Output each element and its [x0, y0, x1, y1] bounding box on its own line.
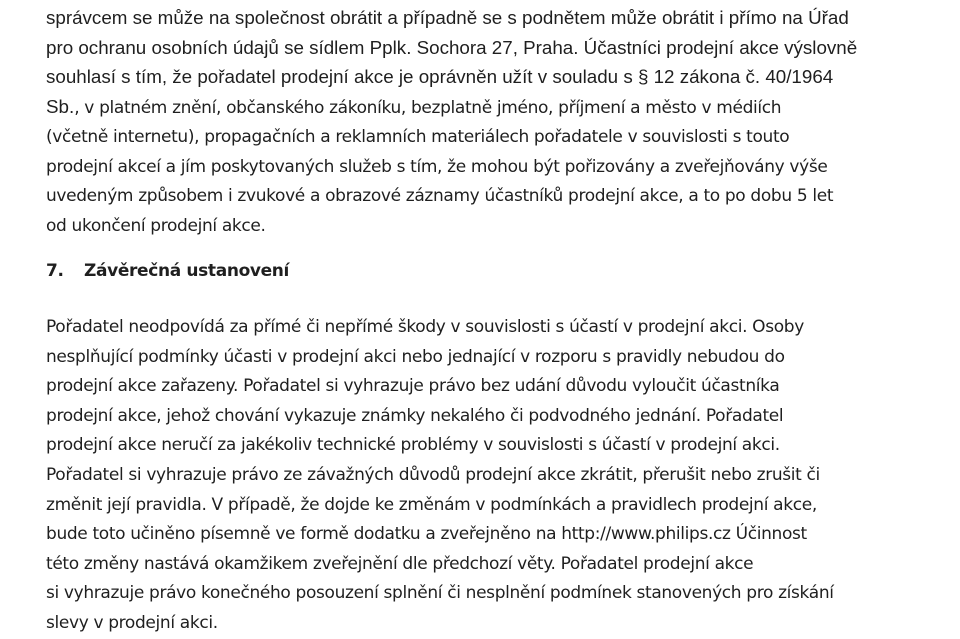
- paragraph-final-provisions: [46, 313, 960, 639]
- paragraph-data-consent: [46, 3, 960, 241]
- paragraph-line-mixed: [46, 92, 960, 124]
- paragraph-line: této změny nastává okamžikem zveřejnění dle předchozí věty. Pořadatel prodejní akce: [46, 553, 754, 574]
- paragraph-line: prodejní akce, jehož chování vykazuje známky nekalého či podvodného jednání. Pořadatel: [46, 405, 784, 426]
- section-heading: [46, 257, 289, 287]
- paragraph-line: prodejní akceí a jím poskytovaných služeb s tím, že mohou být pořizovány a zveřejňovány výše: [46, 156, 828, 177]
- paragraph-line: (včetně internetu), propagačních a reklamních materiálech pořadatele v souvislosti s touto: [46, 127, 790, 147]
- paragraph-line: bude toto učiněno písemně ve formě dodatku a zveřejněno na http://www.philips.cz Účinnost: [46, 524, 807, 545]
- section-number: 7.: [46, 261, 64, 281]
- paragraph-line: nesplňující podmínky účasti v prodejní akci nebo jednající v rozporu s pravidly nebudou do: [46, 346, 785, 367]
- paragraph-line: slevy v prodejní akci.: [46, 612, 218, 633]
- paragraph-line: správcem se může na společnost obrátit a případně se s podnětem může obrátit i přímo na Úřad: [46, 7, 849, 28]
- paragraph-line: Pořadatel si vyhrazuje právo ze závažných důvodů prodejní akce zkrátit, přerušit nebo zrušit či: [46, 464, 820, 485]
- paragraph-line: od ukončení prodejní akce.: [46, 215, 266, 236]
- paragraph-line-rest: , v platném znění, občanského zákoníku, bezplatně jméno, příjmení a město v médiích: [74, 97, 782, 118]
- paragraph-line: uvedeným způsobem i zvukové a obrazové záznamy účastníků prodejní akce, a to po dobu 5 let: [46, 186, 834, 206]
- paragraph-line: prodejní akce zařazeny. Pořadatel si vyhrazuje právo bez udání důvodu vyloučit účastníka: [46, 376, 780, 397]
- paragraph-line-start: Sb.: [46, 95, 75, 117]
- paragraph-line: souhlasí s tím, že pořadatel prodejní akce je oprávněn užít v souladu s § 12 zákona č. 40/1964: [46, 66, 834, 87]
- paragraph-line: změnit její pravidla. V případě, že dojde ke změnám v podmínkách a pravidlech prodejní akce,: [46, 494, 817, 515]
- paragraph-line: prodejní akce neručí za jakékoliv technické problémy v souvislosti s účastí v prodejní akci.: [46, 435, 780, 456]
- paragraph-line: Pořadatel neodpovídá za přímé či nepřímé škody v souvislosti s účastí v prodejní akci. Osoby: [46, 317, 804, 337]
- section-title: Závěrečná ustanovení: [84, 261, 290, 281]
- paragraph-line: pro ochranu osobních údajů se sídlem Pplk. Sochora 27, Praha. Účastníci prodejní akce výslovně: [46, 36, 858, 58]
- paragraph-line: si vyhrazuje právo konečného posouzení splnění či nesplnění podmínek stanovených pro získání: [46, 583, 834, 604]
